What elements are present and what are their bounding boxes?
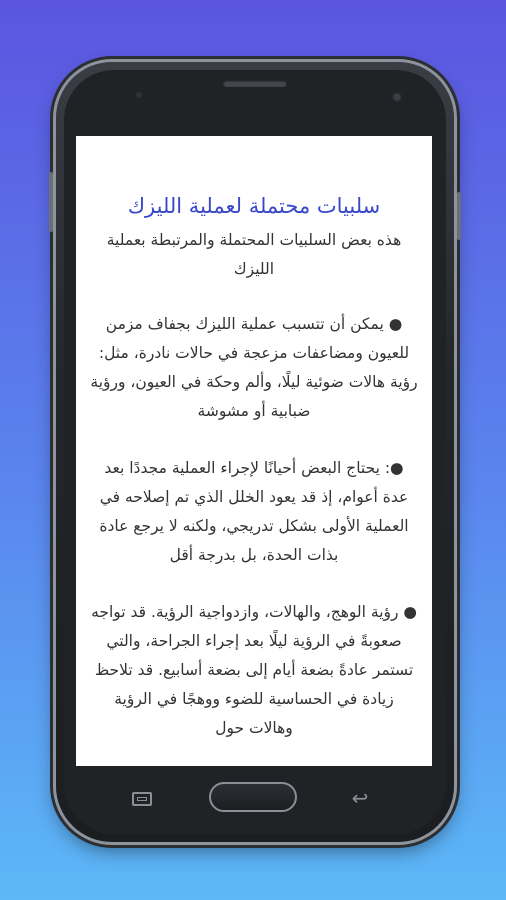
earpiece-speaker	[223, 80, 287, 87]
article-intro: هذه بعض السلبيات المحتملة والمرتبطة بعملية الليزك	[106, 231, 402, 278]
phone-screen[interactable]	[76, 136, 432, 766]
front-camera-icon	[392, 92, 402, 102]
article-paragraph: ●: يحتاج البعض أحيانًا لإجراء العملية مجددًا بعد عدة أعوام، إذ قد يعود الخلل الذي تم إصلاحه في العملية الأولى بشكل تدريجي، ولكنه لا يرجع عادة بذات الحدة، بل بدرجة أقل	[99, 459, 409, 564]
article-paragraph: ● رؤية الوهج، والهالات، وازدواجية الرؤية. قد تواجه صعوبةً في الرؤية ليلًا بعد إجراء الجراحة، والتي تستمر عادةً بضعة أيام إلى بضعة أسابيع. قد تلاحظ زيادة في الحساسية للضوء ووهجًا في الرؤية وهالات حول	[91, 603, 417, 737]
hardware-navbar	[56, 766, 454, 834]
home-button[interactable]	[209, 782, 297, 812]
article-paragraph: ● يمكن أن تتسبب عملية الليزك بجفاف مزمن للعيون ومضاعفات مزعجة في حالات نادرة، مثل: رؤية هالات ضوئية ليلًا، وألم وحكة في العيون، ورؤية ضبابية أو مشوشة	[90, 315, 418, 420]
proximity-sensor	[136, 92, 142, 98]
power-button	[457, 192, 461, 240]
back-arrow-icon[interactable]: ↩	[351, 786, 369, 810]
article-content	[76, 136, 432, 743]
phone-frame	[56, 62, 454, 842]
article-title: سلبيات محتملة لعملية الليزك	[127, 194, 381, 218]
recent-apps-icon[interactable]	[132, 792, 152, 806]
volume-button	[49, 172, 53, 232]
